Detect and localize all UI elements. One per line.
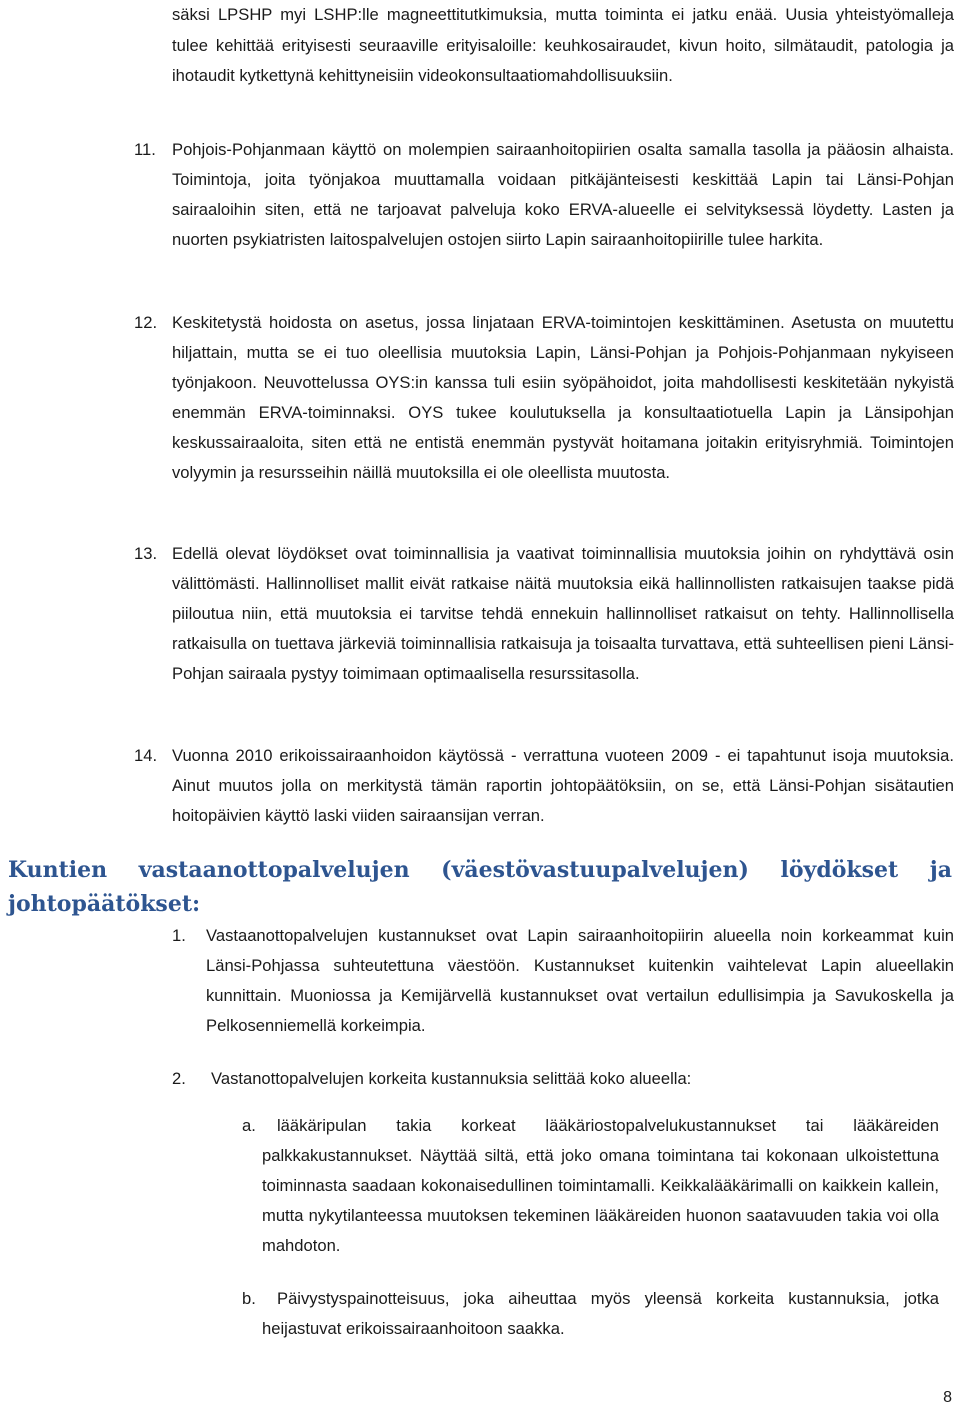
item-12-text: Keskitetystä hoidosta on asetus, jossa linjataan ERVA-toimintojen keskittäminen. Asetusta on muutettu hiljattain, mutta se ei tuo oleellisia muutoksia Lapin, Länsi-Pohjan ja Pohjois-Pohjanmaan nykyiseen työnjakoon. Neuvottelussa OYS:in kanssa tuli esiin syöpähoidot, joita mahdollisesti keskitetään nykyistä enemmän ERVA-toiminnaksi. OYS tukee koulutuksella ja konsultaatiotuella Lapin ja Länsipohjan keskussairaaloita, siten että ne entistä enemmän pystyvät hoitamana joitakin erityisryhmiä. Toimintojen volyymin ja resursseihin näillä muutoksilla ei ole oleellista muutosta.: [172, 313, 954, 482]
subfinding-b-letter: b.: [242, 1289, 256, 1308]
subfinding-b-text: Päivystyspainotteisuus, joka aiheuttaa myös yleensä korkeita kustannuksia, jotka heijastuvat erikoissairaanhoitoon saakka.: [262, 1289, 939, 1338]
finding-1-number: 1.: [172, 926, 186, 945]
item-14-text: Vuonna 2010 erikoissairaanhoidon käytössä - verrattuna vuoteen 2009 - ei tapahtunut isoja muutoksia. Ainut muutos jolla on merkitystä tämän raportin johtopäätöksiin, on se, että Länsi-Pohjan sisätautien hoitopäivien käyttö laski viiden sairaansijan verran.: [172, 746, 954, 825]
item-14-number: 14.: [134, 746, 158, 765]
page-number: 8: [943, 1389, 952, 1406]
finding-1-text: Vastaanottopalvelujen kustannukset ovat Lapin sairaanhoitopiirin alueella noin korkeammat kuin Länsi-Pohjassa suhteutettuna väestöön. Kustannukset kuitenkin vaihtelevat Lapin alueellakin kunnittain. Muoniossa ja Kemijärvellä kustannukset ovat vertailun edullisimpia ja Savukoskella ja Pelkosenniemellä korkeimpia.: [206, 926, 954, 1035]
item-11-number: 11.: [134, 140, 156, 159]
item-13-text: Edellä olevat löydökset ovat toiminnallisia ja vaativat toiminnallisia muutoksia joihin on ryhdyttävä osin välittömästi. Hallinnolliset mallit eivät ratkaise näitä muutoksia eikä hallinnollisten ratkaisujen taakse pidä piiloutua niin, että muutoksia ei tarvitse tehdä ennekuin hallinnolliset ratkaisut on tehty. Hallinnollisella ratkaisulla on tuettava järkeviä toiminnallisia ratkaisuja ja toisaalta turvattava, että suhteellisen pieni Länsi-Pohjan sairaala pystyy toimimaan optimaalisella resurssitasolla.: [172, 544, 954, 683]
finding-2-number: 2.: [172, 1069, 186, 1088]
item-13-number: 13.: [134, 544, 158, 563]
item-12-number: 12.: [134, 313, 158, 332]
subfinding-a-letter: a.: [242, 1116, 256, 1135]
intro-paragraph: säksi LPSHP myi LSHP:lle magneettitutkimuksia, mutta toiminta ei jatku enää. Uusia yhteistyömalleja tulee kehittää erityisesti seuraaville erityisaloille: keuhkosairaudet, kivun hoito, silmätaudit, patologia ja ihotaudit kytkettynä kehittyneisiin videokonsultaatiomahdollisuuksiin.: [172, 5, 954, 85]
finding-2-text: Vastanottopalvelujen korkeita kustannuksia selittää koko alueella:: [211, 1069, 692, 1088]
subfinding-a-text: lääkäripulan takia korkeat lääkäriostopalvelukustannukset tai lääkäreiden palkkakustannukset. Näyttää siltä, että joko omana toimintana tai kokonaan ulkoistettuna toiminnasta saadaan kokonaisedullinen toimintamalli. Keikkalääkärimalli on kaikkein kallein, mutta nykytilanteessa muutoksen tekeminen lääkäreiden huonon saatavuuden takia voi olla mahdoton.: [262, 1116, 939, 1255]
item-11-text: Pohjois-Pohjanmaan käyttö on molempien sairaanhoitopiirien osalta samalla tasolla ja pääosin alhaista. Toimintoja, joita työnjakoa muuttamalla voidaan pitkäjänteisesti keskittää Lapin tai Länsi-Pohjan sairaaloihin siten, että ne tarjoavat palveluja koko ERVA-alueelle ei selvityksessä löydetty. Lasten ja nuorten psykiatristen laitospalvelujen ostojen siirto Lapin sairaanhoitopiirille tulee harkita.: [172, 140, 954, 249]
section-heading: Kuntien vastaanottopalvelujen (väestövastuupalvelujen) löydökset ja johtopäätökset:: [8, 857, 952, 917]
